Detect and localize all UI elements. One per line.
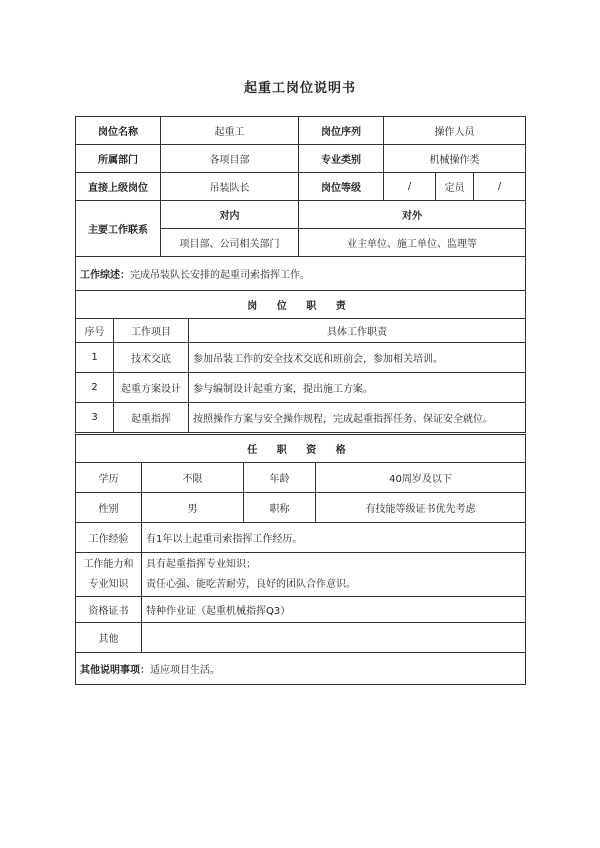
qualifications-table — [75, 434, 526, 685]
duty-no: 3 — [76, 403, 114, 433]
experience-value: 有1年以上起重司索指挥工作经历。 — [142, 523, 526, 553]
duty-no: 2 — [76, 373, 114, 403]
ability-line-2: 责任心强、能吃苦耐劳，良好的团队合作意识。 — [146, 578, 356, 590]
summary-label: 工作综述： — [80, 270, 130, 281]
ability-label-line-2: 专业知识 — [88, 578, 129, 590]
duties-table — [75, 290, 526, 433]
col-desc: 具体工作职责 — [189, 319, 526, 343]
external-value: 业主单位、施工单位、监理等 — [299, 229, 526, 257]
post-name-label: 岗位名称 — [76, 117, 161, 145]
col-no: 序号 — [76, 319, 114, 343]
external-label: 对外 — [299, 201, 526, 229]
dept-label: 所属部门 — [76, 145, 161, 173]
post-series-label: 岗位序列 — [299, 117, 384, 145]
gender-label: 性别 — [76, 493, 142, 523]
col-item: 工作项目 — [114, 319, 189, 343]
ability-value — [142, 553, 526, 597]
notes-row — [76, 653, 526, 685]
post-name-value: 起重工 — [161, 117, 299, 145]
edu-label: 学历 — [76, 463, 142, 493]
summary-row — [76, 257, 526, 291]
grade-label: 岗位等级 — [299, 173, 384, 201]
certificate-value: 特种作业证（起重机械指挥Q3） — [142, 597, 526, 623]
duty-no: 1 — [76, 343, 114, 373]
duty-item: 起重指挥 — [114, 403, 189, 433]
duty-desc: 参加吊装工作的安全技术交底和班前会，参加相关培训。 — [189, 343, 526, 373]
grade-value: / — [384, 173, 436, 201]
specialty-value: 机械操作类 — [384, 145, 526, 173]
summary-text: 完成吊装队长安排的起重司索指挥工作。 — [130, 270, 310, 281]
other-value — [142, 623, 526, 653]
basic-info-table — [75, 116, 526, 291]
gender-value: 男 — [142, 493, 244, 523]
qualifications-header: 任 职 资 格 — [76, 435, 526, 463]
ability-label — [76, 553, 142, 597]
post-series-value: 操作人员 — [384, 117, 526, 145]
page-title: 起重工岗位说明书 — [243, 81, 356, 96]
table-row — [76, 343, 526, 373]
quota-value: / — [474, 173, 526, 201]
table-row — [76, 403, 526, 433]
job-title-label: 职称 — [244, 493, 316, 523]
specialty-label: 专业类别 — [299, 145, 384, 173]
internal-label: 对内 — [161, 201, 299, 229]
edu-value: 不限 — [142, 463, 244, 493]
experience-label: 工作经验 — [76, 523, 142, 553]
quota-label: 定员 — [436, 173, 474, 201]
ability-line-1: 具有起重指挥专业知识； — [146, 558, 256, 570]
age-label: 年龄 — [244, 463, 316, 493]
notes-text: 适应项目生活。 — [150, 665, 220, 676]
age-value: 40周岁及以下 — [316, 463, 526, 493]
internal-value: 项目部、公司相关部门 — [161, 229, 299, 257]
table-row — [76, 373, 526, 403]
other-label: 其他 — [76, 623, 142, 653]
notes-label: 其他说明事项： — [80, 665, 150, 676]
contacts-label: 主要工作联系 — [76, 201, 161, 257]
certificate-label: 资格证书 — [76, 597, 142, 623]
duty-item: 技术交底 — [114, 343, 189, 373]
superior-label: 直接上级岗位 — [76, 173, 161, 201]
duties-header: 岗 位 职 责 — [76, 291, 526, 319]
superior-value: 吊装队长 — [161, 173, 299, 201]
job-title-value: 有技能等级证书优先考虑 — [316, 493, 526, 523]
duty-desc: 按照操作方案与安全操作规程，完成起重指挥任务、保证安全就位。 — [189, 403, 526, 433]
duty-desc: 参与编制设计起重方案，提出施工方案。 — [189, 373, 526, 403]
dept-value: 各项目部 — [161, 145, 299, 173]
duty-item: 起重方案设计 — [114, 373, 189, 403]
ability-label-line-1: 工作能力和 — [83, 558, 134, 570]
